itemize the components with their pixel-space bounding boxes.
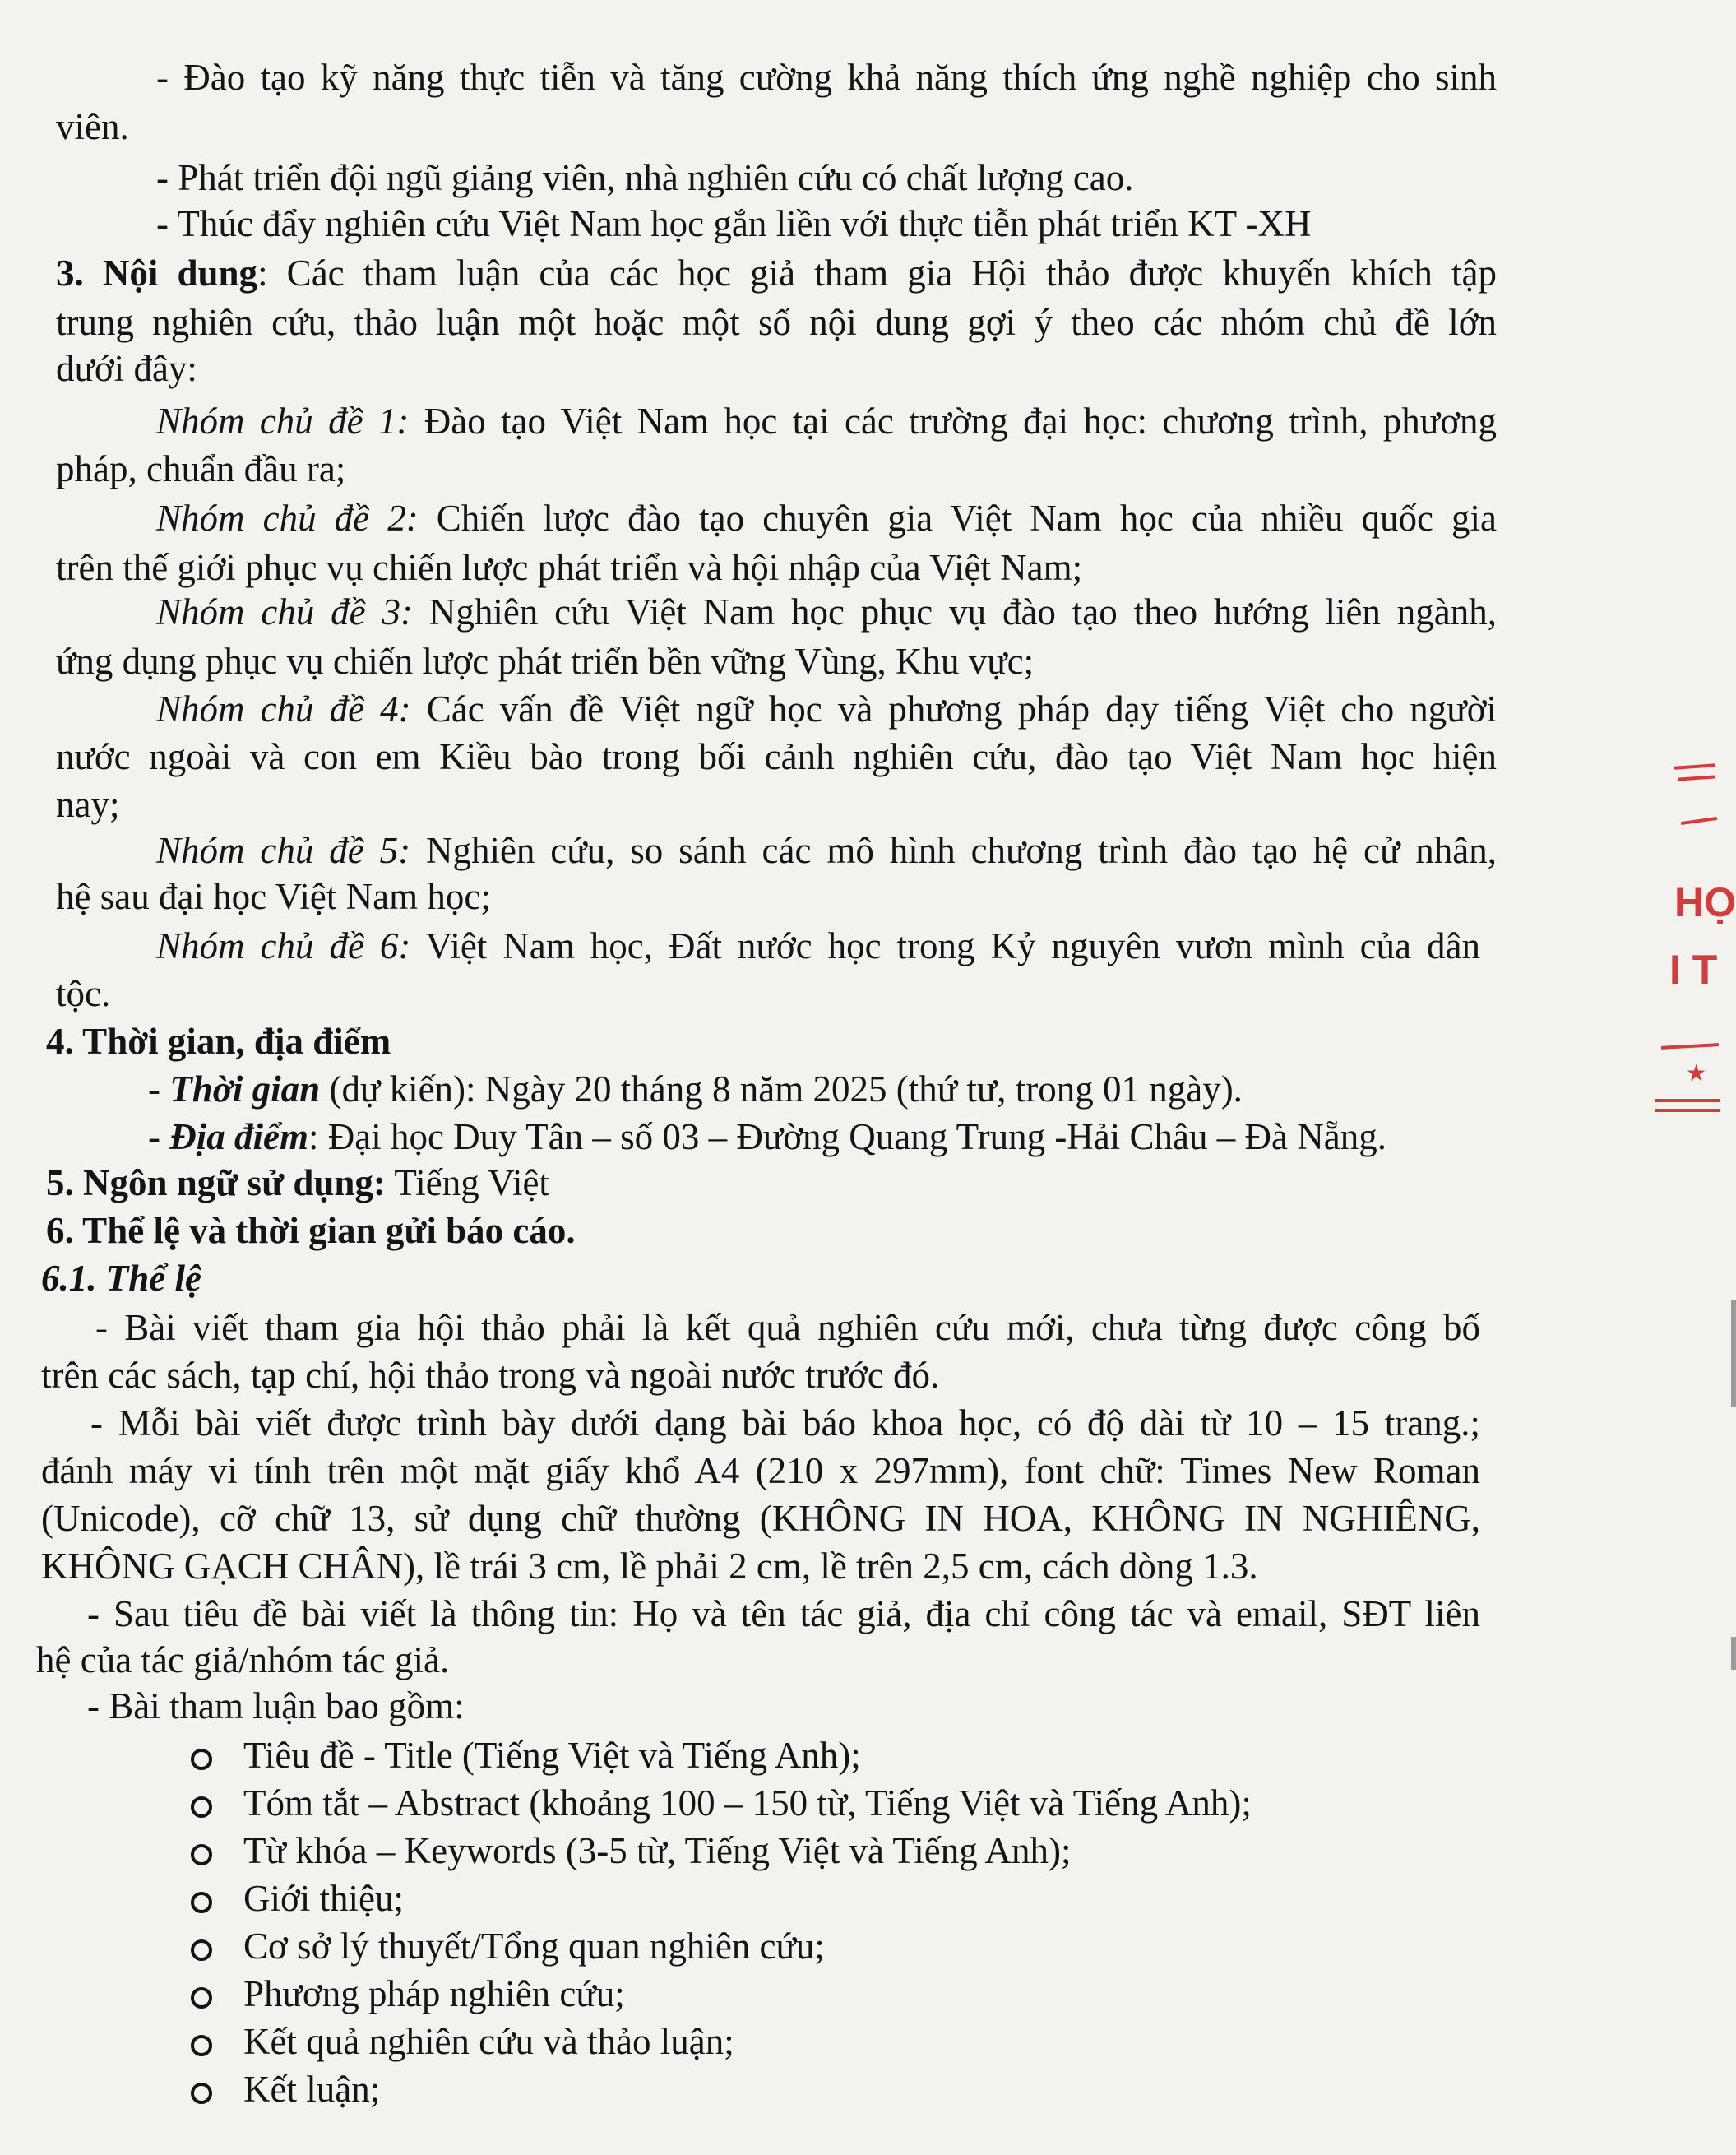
rules-sub-heading: 6.1. Thể lệ	[41, 1258, 201, 1299]
stamp-rule	[1681, 817, 1717, 825]
stamp-rule	[1674, 763, 1715, 769]
topic-1-text: Đào tạo Việt Nam học tại các trường đại học: chương trình, phương	[409, 401, 1497, 442]
list-item: Giới thiệu;	[243, 1878, 405, 1919]
topic-4-label: Nhóm chủ đề 4:	[156, 688, 411, 730]
rules-p2-line-4: KHÔNG GẠCH CHÂN), lề trái 3 cm, lề phải 2 cm, lề trên 2,5 cm, cách dòng 1.3.	[41, 1546, 1258, 1587]
time-label: Thời gian	[169, 1068, 321, 1110]
topic-4-text: Các vấn đề Việt ngữ học và phương pháp dạy tiếng Việt cho người	[410, 688, 1497, 730]
goal-line-1: - Đào tạo kỹ năng thực tiễn và tăng cường khả năng thích ứng nghề nghiệp cho sinh	[156, 57, 1497, 98]
topic-5-label: Nhóm chủ đề 5:	[156, 830, 411, 871]
topic-4-line-2: nước ngoài và con em Kiều bào trong bối cảnh nghiên cứu, đào tạo Việt Nam học hiện	[56, 736, 1497, 777]
content-intro-line-3: dưới đây:	[56, 348, 197, 389]
bullet-icon	[191, 1892, 212, 1913]
list-item: Kết luận;	[243, 2069, 381, 2110]
topic-2-text: Chiến lược đào tạo chuyên gia Việt Nam học của nhiều quốc gia	[418, 498, 1497, 539]
language-line	[46, 1160, 549, 1206]
bullet-icon	[191, 1987, 212, 2009]
goal-line-1-cont: viên.	[56, 106, 129, 147]
language-value: Tiếng Việt	[385, 1162, 549, 1203]
topic-2-line-2: trên thế giới phục vụ chiến lược phát triển và hội nhập của Việt Nam;	[56, 547, 1083, 588]
topic-1-line-2: pháp, chuẩn đầu ra;	[56, 448, 346, 489]
bullet-icon	[191, 1940, 212, 1961]
topic-6-label: Nhóm chủ đề 6:	[156, 925, 411, 966]
topic-3-label: Nhóm chủ đề 3:	[156, 591, 413, 633]
content-intro-line-1	[56, 250, 1497, 296]
place-text: : Đại học Duy Tân – số 03 – Đường Quang Trung -Hải Châu – Đà Nẵng.	[308, 1116, 1386, 1157]
rules-p2-line-1: - Mỗi bài viết được trình bày dưới dạng bài báo khoa học, có độ dài từ 10 – 15 trang.;	[90, 1402, 1480, 1444]
bullet-icon	[191, 1796, 212, 1818]
language-heading: 5. Ngôn ngữ sử dụng:	[46, 1162, 386, 1203]
stamp-rule	[1661, 1043, 1719, 1050]
page-edge-shadow	[1731, 1637, 1736, 1670]
goal-line-3: - Thúc đẩy nghiên cứu Việt Nam học gắn liền với thực tiễn phát triển KT -XH	[156, 203, 1312, 244]
list-item: Tiêu đề - Title (Tiếng Việt và Tiếng Anh);	[243, 1735, 861, 1776]
list-item: Cơ sở lý thuyết/Tổng quan nghiên cứu;	[243, 1926, 825, 1967]
content-intro-line-2: trung nghiên cứu, thảo luận một hoặc một số nội dung gợi ý theo các nhóm chủ đề lớn	[56, 302, 1497, 343]
topic-6-line-2: tộc.	[56, 973, 111, 1014]
time-text: (dự kiến): Ngày 20 tháng 8 năm 2025 (thứ tư, trong 01 ngày).	[320, 1068, 1243, 1110]
rules-heading: 6. Thể lệ và thời gian gửi báo cáo.	[46, 1210, 576, 1251]
stamp-rule	[1678, 775, 1715, 781]
stamp-text: HỌ	[1674, 879, 1736, 925]
topic-5-line-2: hệ sau đại học Việt Nam học;	[56, 876, 491, 917]
content-heading: 3. Nội dung	[56, 253, 258, 294]
topic-5-line-1	[156, 827, 1497, 874]
topic-1-line-1	[156, 398, 1497, 444]
topic-3-line-1	[156, 589, 1497, 635]
time-place-heading: 4. Thời gian, địa điểm	[46, 1021, 391, 1062]
bullet-icon	[191, 1844, 212, 1865]
list-item: Phương pháp nghiên cứu;	[243, 1973, 625, 2014]
stamp-rule	[1655, 1109, 1720, 1112]
list-item: Từ khóa – Keywords (3-5 từ, Tiếng Việt và Tiếng Anh);	[243, 1830, 1072, 1871]
goal-line-2: - Phát triển đội ngũ giảng viên, nhà nghiên cứu có chất lượng cao.	[156, 157, 1134, 198]
topic-6-text: Việt Nam học, Đất nước học trong Kỷ nguyên vươn mình của dân	[410, 925, 1480, 966]
rules-p2-line-3: (Unicode), cỡ chữ 13, sử dụng chữ thường (KHÔNG IN HOA, KHÔNG IN NGHIÊNG,	[41, 1498, 1480, 1539]
topic-3-line-2: ứng dụng phục vụ chiến lược phát triển bền vững Vùng, Khu vực;	[56, 641, 1035, 682]
content-intro-1: : Các tham luận của các học giả tham gia Hội thảo được khuyến khích tập	[257, 253, 1497, 294]
page-edge-shadow	[1731, 1300, 1736, 1407]
bullet-icon	[191, 1749, 212, 1770]
rules-p1-line-1: - Bài viết tham gia hội thảo phải là kết quả nghiên cứu mới, chưa từng được công bố	[95, 1307, 1480, 1348]
place-label: Địa điểm	[169, 1116, 308, 1157]
bullet-icon	[191, 2035, 212, 2056]
topic-4-line-3: nay;	[56, 784, 120, 825]
topic-4-line-1	[156, 686, 1497, 732]
rules-p4: - Bài tham luận bao gồm:	[87, 1685, 465, 1726]
rules-p3-line-1: - Sau tiêu đề bài viết là thông tin: Họ và tên tác giả, địa chỉ công tác và email, SĐT liên	[87, 1593, 1480, 1634]
place-line: - Địa điểm: Đại học Duy Tân – số 03 – Đường Quang Trung -Hải Châu – Đà Nẵng.	[148, 1116, 1386, 1157]
topic-3-text: Nghiên cứu Việt Nam học phục vụ đào tạo theo hướng liên ngành,	[412, 591, 1497, 633]
topic-6-line-1	[156, 923, 1480, 969]
topic-2-label: Nhóm chủ đề 2:	[156, 498, 419, 539]
stamp-rule	[1655, 1099, 1720, 1102]
stamp-text: I T	[1669, 947, 1718, 993]
bullet-icon	[191, 2083, 212, 2104]
topic-2-line-1	[156, 495, 1497, 541]
list-item: Kết quả nghiên cứu và thảo luận;	[243, 2021, 734, 2062]
rules-p1-line-2: trên các sách, tạp chí, hội thảo trong và ngoài nước trước đó.	[41, 1355, 940, 1396]
rules-p2-line-2: đánh máy vi tính trên một mặt giấy khổ A4 (210 x 297mm), font chữ: Times New Roman	[41, 1450, 1480, 1491]
topic-5-text: Nghiên cứu, so sánh các mô hình chương trình đào tạo hệ cử nhân,	[410, 830, 1497, 871]
star-icon: ★	[1686, 1060, 1707, 1086]
time-line: - Thời gian (dự kiến): Ngày 20 tháng 8 năm 2025 (thứ tư, trong 01 ngày).	[148, 1068, 1243, 1110]
topic-1-label: Nhóm chủ đề 1:	[156, 401, 410, 442]
list-item: Tóm tắt – Abstract (khoảng 100 – 150 từ, Tiếng Việt và Tiếng Anh);	[243, 1782, 1252, 1824]
rules-p3-line-2: hệ của tác giả/nhóm tác giả.	[36, 1639, 450, 1680]
